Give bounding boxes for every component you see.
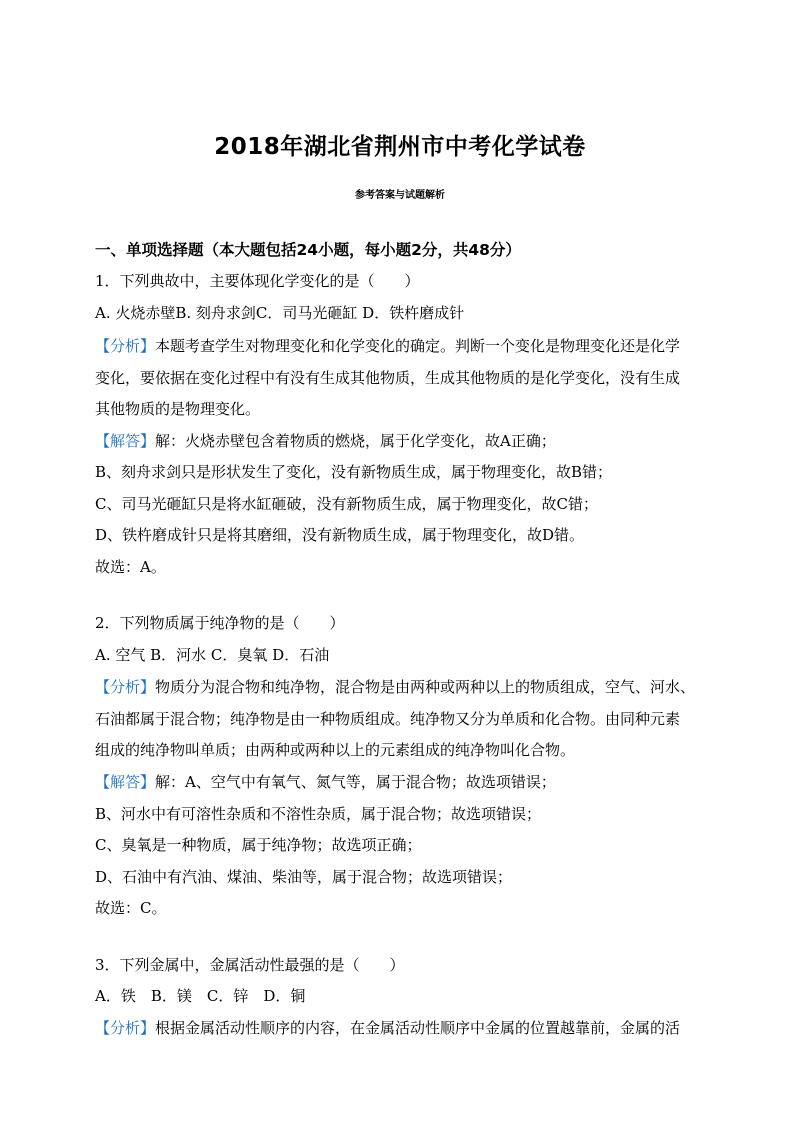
question-1-answer-line-1: 【解答】解：火烧赤壁包含着物质的燃烧，属于化学变化，故A正确；: [95, 432, 556, 450]
question-2-answer-line-3: C、臭氧是一种物质，属于纯净物；故选项正确；: [95, 836, 422, 854]
question-2-answer-line-1: 【解答】解：A、空气中有氧气、氮气等，属于混合物；故选项错误；: [95, 773, 556, 791]
analysis-tag: 【分析】: [95, 337, 156, 355]
question-2-answer-line-2: B、河水中有可溶性杂质和不溶性杂质，属于混合物；故选项错误；: [95, 805, 542, 823]
question-3-analysis-line-1: 【分析】根据金属活动性顺序的内容，在金属活动性顺序中金属的位置越靠前，金属的活: [95, 1019, 681, 1037]
question-1-answer-line-2: B、刻舟求剑只是形状发生了变化，没有新物质生成，属于物理变化，故B错；: [95, 463, 613, 481]
analysis-tag: 【分析】: [95, 1019, 156, 1037]
analysis-tag: 【分析】: [95, 678, 156, 696]
question-1-choice: 故选：A。: [95, 558, 166, 576]
question-2-analysis-line-2: 石油都属于混合物；纯净物是由一种物质组成。纯净物又分为单质和化合物。由同种元素: [95, 710, 681, 728]
question-2-choice: 故选：C。: [95, 899, 167, 917]
answer-tag: 【解答】: [95, 773, 156, 791]
question-2-answer-line-4: D、石油中有汽油、煤油、柴油等，属于混合物；故选项错误；: [95, 868, 513, 886]
question-2-stem: 2．下列物质属于纯净物的是（ ）: [95, 614, 345, 632]
question-1-stem: 1．下列典故中，主要体现化学变化的是（ ）: [95, 272, 420, 290]
section-heading: 一、单项选择题（本大题包括24小题，每小题2分，共48分）: [95, 241, 521, 259]
question-1-answer-line-3: C、司马光砸缸只是将水缸砸破，没有新物质生成，属于物理变化，故C错；: [95, 495, 598, 513]
question-1-analysis-line-1: 【分析】本题考查学生对物理变化和化学变化的确定。判断一个变化是物理变化还是化学: [95, 337, 681, 355]
question-2-analysis-line-3: 组成的纯净物叫单质；由两种或两种以上的元素组成的纯净物叫化合物。: [95, 741, 576, 759]
question-3-stem: 3．下列金属中，金属活动性最强的是（ ）: [95, 956, 405, 974]
question-2-analysis-line-1: 【分析】物质分为混合物和纯净物，混合物是由两种或两种以上的物质组成，空气、河水、: [95, 678, 696, 696]
question-1-answer-line-4: D、铁杵磨成针只是将其磨细，没有新物质生成，属于物理变化，故D错。: [95, 526, 585, 544]
question-1-options: A. 火烧赤壁B. 刻舟求剑C．司马光砸缸 D．铁杵磨成针: [95, 304, 465, 322]
question-1-analysis-line-3: 其他物质的是物理变化。: [95, 400, 261, 418]
page-subtitle: 参考答案与试题解析: [355, 190, 445, 201]
page-title: 2018年湖北省荆州市中考化学试卷: [214, 134, 586, 160]
question-2-options: A. 空气 B．河水 C．臭氧 D．石油: [95, 646, 330, 664]
question-3-options: A．铁 B．镁 C．锌 D．铜: [95, 987, 306, 1005]
question-1-analysis-line-2: 变化，要依据在变化过程中有没有生成其他物质，生成其他物质的是化学变化，没有生成: [95, 369, 681, 387]
answer-tag: 【解答】: [95, 432, 156, 450]
